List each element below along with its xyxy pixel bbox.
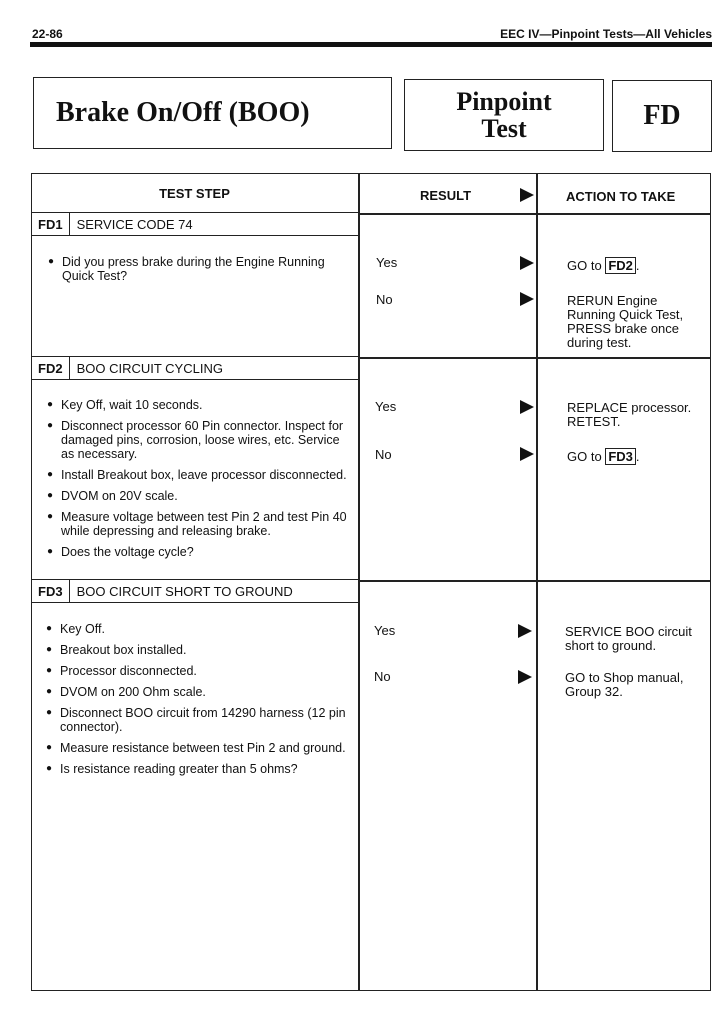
pinpoint-box: [404, 79, 604, 151]
bullet-item: ● Key Off, wait 10 seconds.: [47, 398, 347, 412]
action-header: ACTION TO TAKE: [566, 189, 676, 204]
action-suffix: .: [635, 449, 640, 464]
step-code: FD3: [32, 580, 70, 602]
bullet-item: ● DVOM on 200 Ohm scale.: [46, 685, 346, 699]
test-label: Test: [481, 114, 527, 143]
header-rule: [30, 42, 712, 47]
action-prefix: GO to: [567, 449, 602, 464]
action-text: SERVICE BOO circuit short to ground.: [565, 624, 692, 653]
row-separator: [358, 357, 711, 359]
pinpoint-code: FD: [643, 100, 681, 131]
bullet-item: ● Install Breakout box, leave processor disconnected.: [47, 468, 347, 482]
step-header-fd2: [31, 356, 359, 380]
result-yes: Yes: [376, 255, 398, 270]
title-box: [33, 77, 392, 149]
action-goto-fd3: [567, 448, 640, 465]
bullet-item: ● Does the voltage cycle?: [47, 545, 347, 559]
action-text: REPLACE processor. RETEST.: [567, 400, 692, 429]
bullet-item: ● Did you press brake during the Engine Running Quick Test?: [48, 255, 348, 283]
bullet-item: ● Processor disconnected.: [46, 664, 346, 678]
step-reference[interactable]: FD3: [605, 448, 636, 465]
bullet-item: ● Breakout box installed.: [46, 643, 346, 657]
code-box: [612, 80, 712, 152]
step-reference[interactable]: FD2: [605, 257, 636, 274]
step-code: FD2: [32, 357, 70, 379]
result-yes: Yes: [374, 623, 396, 638]
arrow-icon: [520, 292, 534, 306]
bullet-item: ● Measure resistance between test Pin 2 and ground.: [46, 741, 346, 755]
result-header: RESULT: [420, 188, 472, 203]
step-header-fd3: [31, 579, 359, 603]
column-divider-2: [536, 173, 538, 991]
arrow-icon: [520, 400, 534, 414]
row-separator: [358, 580, 711, 582]
page-number: 22-86: [32, 27, 63, 41]
result-no: No: [376, 292, 393, 307]
action-text: GO to Shop manual, Group 32.: [565, 670, 684, 699]
arrow-icon: [518, 624, 532, 638]
pinpoint-label: Pinpoint: [456, 87, 552, 116]
arrow-icon: [520, 447, 534, 461]
step-fd3-bullets: [46, 622, 346, 783]
section-title: EEC IV—Pinpoint Tests—All Vehicles: [500, 27, 712, 41]
arrow-icon: [520, 256, 534, 270]
action-prefix: GO to: [567, 258, 602, 273]
result-no: No: [375, 447, 392, 462]
arrow-icon: [520, 188, 534, 202]
page-title: Brake On/Off (BOO): [56, 97, 310, 128]
action-goto-fd2: [567, 257, 640, 274]
action-text: RERUN Engine Running Quick Test, PRESS brake once during test.: [567, 293, 684, 350]
arrow-icon: [518, 670, 532, 684]
step-name: SERVICE CODE 74: [76, 216, 193, 232]
result-no: No: [374, 669, 391, 684]
step-fd2-bullets: [47, 398, 347, 566]
bullet-item: ● Disconnect processor 60 Pin connector. Inspect for damaged pins, corrosion, loose wires, etc. Service as necessary.: [47, 419, 347, 461]
bullet-item: ● Is resistance reading greater than 5 ohms?: [46, 762, 346, 776]
step-name: BOO CIRCUIT SHORT TO GROUND: [76, 583, 293, 599]
step-code: FD1: [32, 213, 70, 235]
bullet-item: ● Disconnect BOO circuit from 14290 harness (12 pin connector).: [46, 706, 346, 734]
bullet-item: ● DVOM on 20V scale.: [47, 489, 347, 503]
test-step-header: TEST STEP: [159, 186, 230, 201]
bullet-item: ● Key Off.: [46, 622, 346, 636]
result-yes: Yes: [375, 399, 397, 414]
row-separator: [358, 213, 711, 215]
step-fd1-bullets: [48, 255, 348, 290]
bullet-item: ● Measure voltage between test Pin 2 and test Pin 40 while depressing and releasing brake.: [47, 510, 347, 538]
action-suffix: .: [635, 258, 640, 273]
step-header-fd1: [31, 212, 359, 236]
step-name: BOO CIRCUIT CYCLING: [76, 360, 223, 376]
